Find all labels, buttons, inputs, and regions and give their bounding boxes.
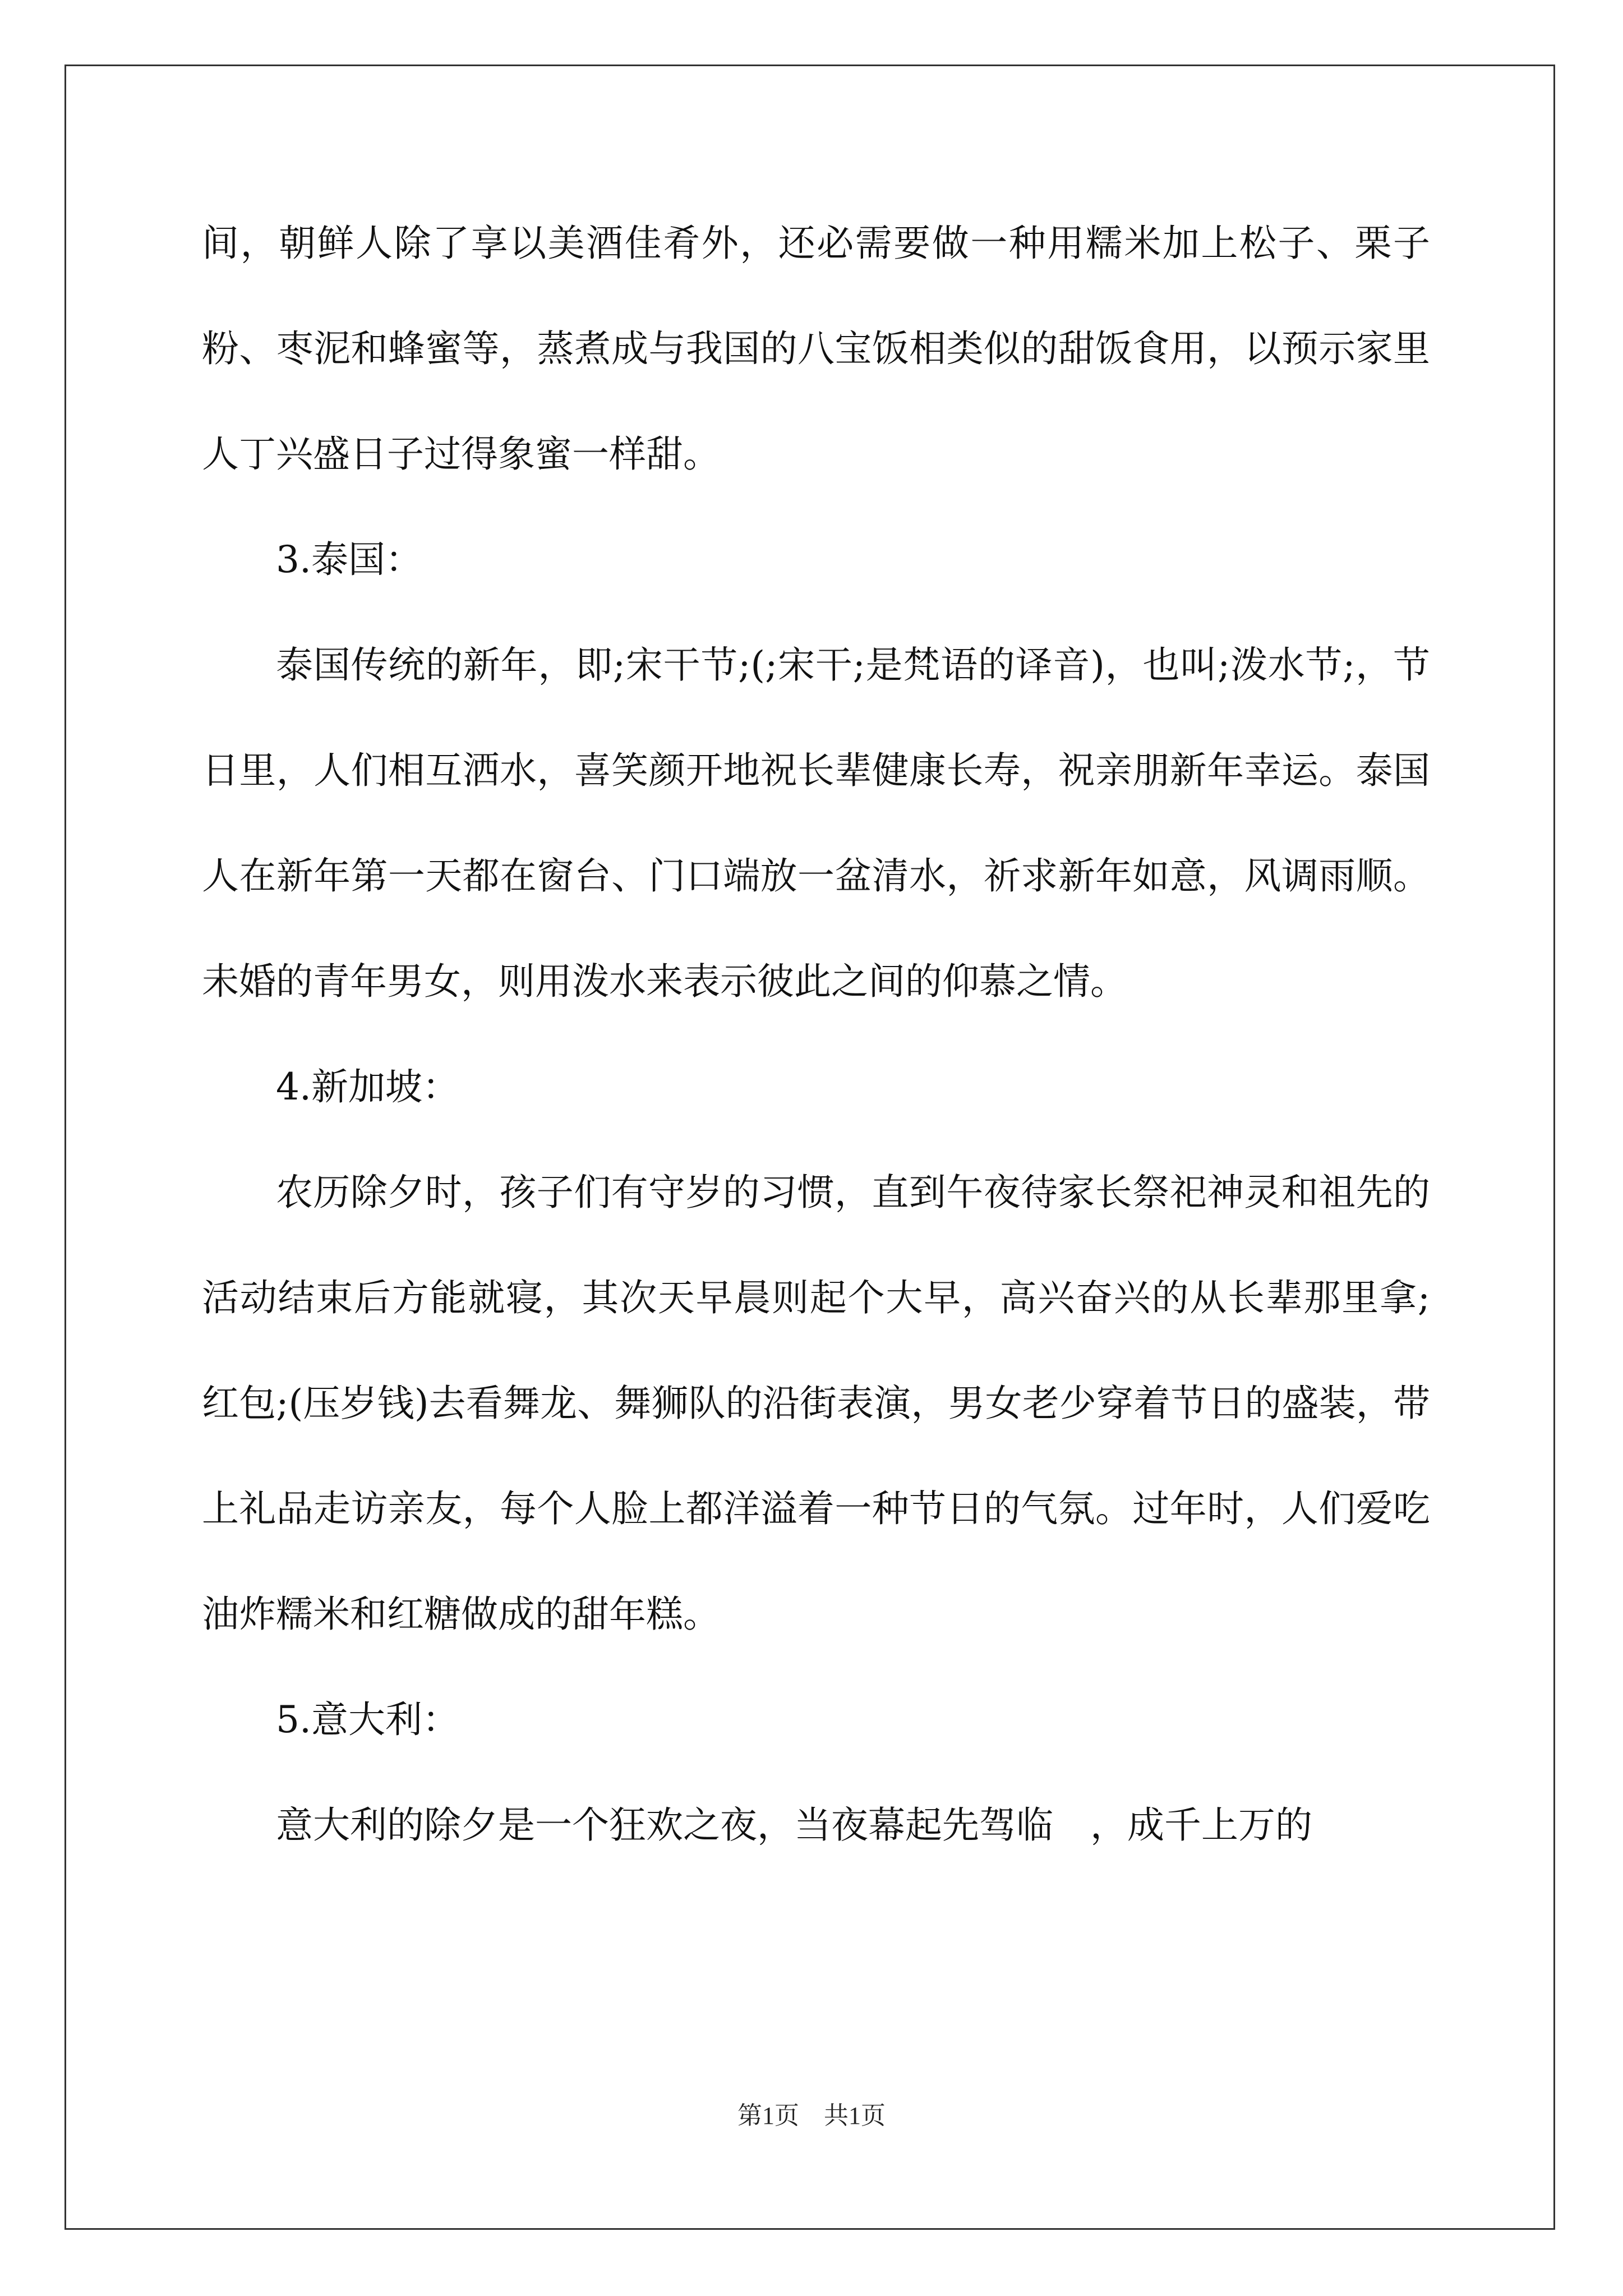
section-heading-singapore: 4.新加坡： xyxy=(276,1065,459,1108)
paragraph-italy: 意大利的除夕是一个狂欢之夜，当夜幕起先驾临 ，成千上万的 xyxy=(276,1803,1312,1847)
section-heading-italy: 5.意大利： xyxy=(276,1698,459,1741)
paragraph-thailand: 泰国传统的新年，即;宋干节;(;宋干;是梵语的译音)，也叫;泼水节;，节日里，人们相互洒水，喜笑颜开地祝长辈健康长寿，祝亲朋新年幸运。泰国人在新年第一天都在窗台、门口端放一盆清水，祈求新年如意，风调雨顺。未婚的青年男女，则用泼水来表示彼此之间的仰慕之情。 xyxy=(202,643,1430,1003)
document-body xyxy=(202,191,1430,1878)
paragraph-singapore: 农历除夕时，孩子们有守岁的习惯，直到午夜待家长祭祀神灵和祖先的活动结束后方能就寝，其次天早晨则起个大早，高兴奋兴的从长辈那里拿;红包;(压岁钱)去看舞龙、舞狮队的沿街表演，男女老少穿着节日的盛装，带上礼品走访亲友，每个人脸上都洋溢着一种节日的气氛。过年时，人们爱吃油炸糯米和红糖做成的甜年糕。 xyxy=(202,1171,1430,1636)
page-number-footer: 第1页 共1页 xyxy=(737,2102,886,2129)
section-heading-thailand: 3.泰国： xyxy=(276,538,422,581)
paragraph-continuation: 间，朝鲜人除了享以美酒佳肴外，还必需要做一种用糯米加上松子、栗子粉、枣泥和蜂蜜等，蒸煮成与我国的八宝饭相类似的甜饭食用，以预示家里人丁兴盛日子过得象蜜一样甜。 xyxy=(202,222,1430,476)
